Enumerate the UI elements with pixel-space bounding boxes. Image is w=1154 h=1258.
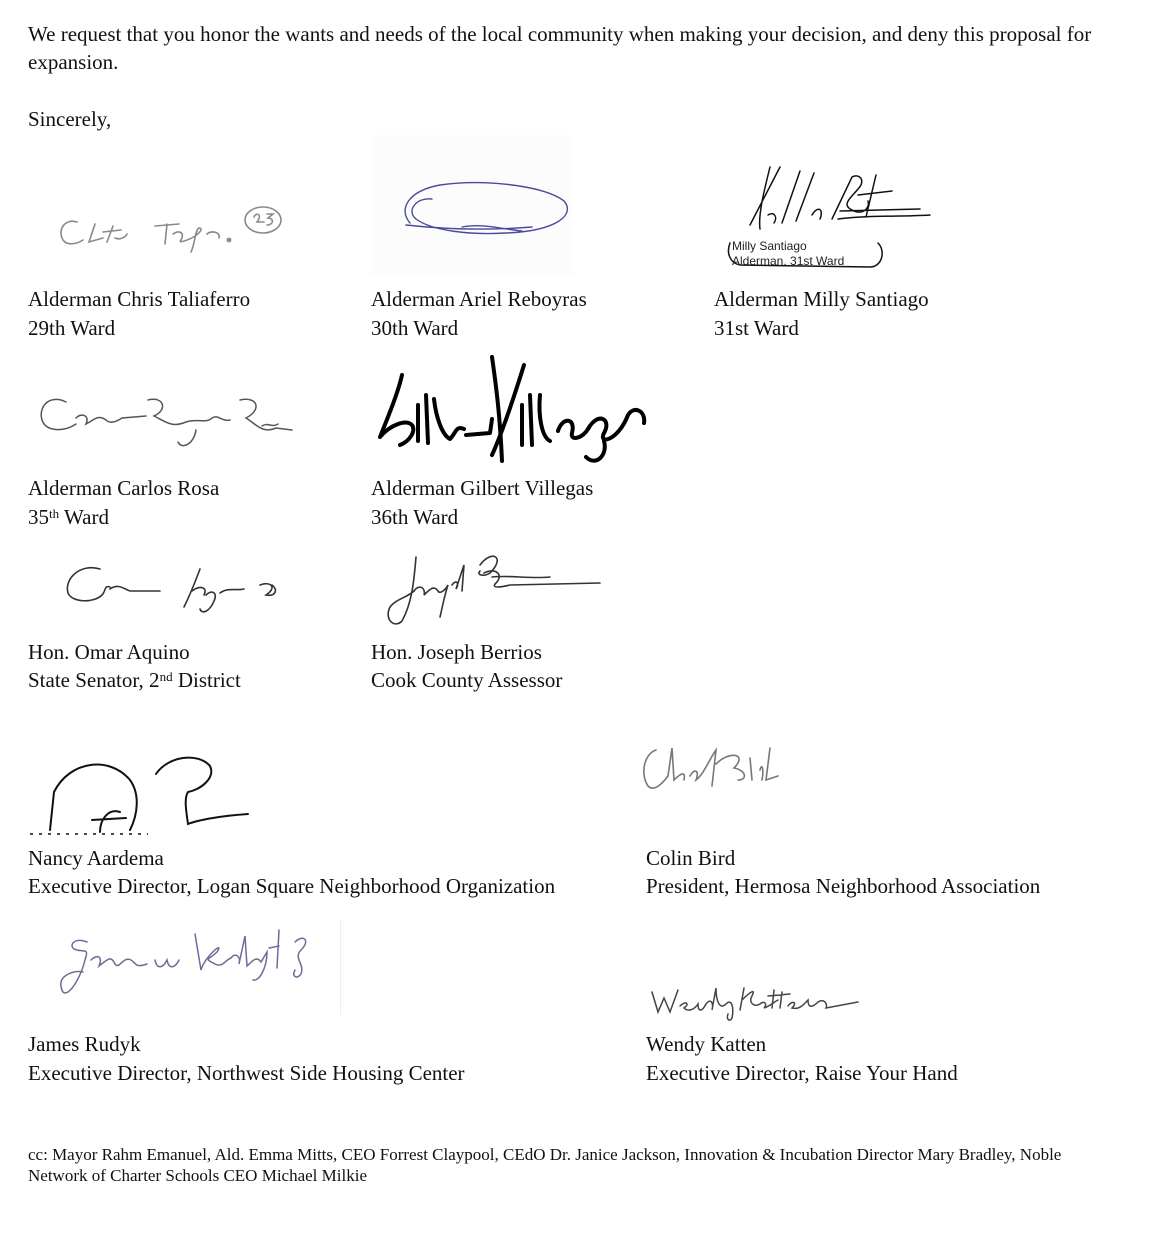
signatory-name: Alderman Milly Santiago xyxy=(714,287,929,311)
signature-stamp-title: Alderman, 31st Ward xyxy=(732,254,845,268)
signature-ariel-reboyras xyxy=(372,135,572,275)
signatory-title: Executive Director, Logan Square Neighborhood Organization xyxy=(28,874,556,898)
signatory-name: Alderman Chris Taliaferro xyxy=(28,287,251,311)
signature-carlos-rosa xyxy=(36,388,296,463)
signature-milly-santiago xyxy=(720,155,940,275)
signatory-title: 31st Ward xyxy=(714,316,799,340)
signature-wendy-katten xyxy=(648,978,868,1023)
signature-stamp-name: Milly Santiago xyxy=(732,239,807,253)
signatory-name: Nancy Aardema xyxy=(28,846,164,870)
signatory-name: Alderman Gilbert Villegas xyxy=(371,476,594,500)
signatory-name: Alderman Carlos Rosa xyxy=(28,476,220,500)
signatory-name: Hon. Joseph Berrios xyxy=(371,640,542,664)
signature-omar-aquino xyxy=(60,555,310,625)
signatory-name: James Rudyk xyxy=(28,1032,141,1056)
signatory-title: Executive Director, Raise Your Hand xyxy=(646,1061,958,1085)
signature-joseph-berrios xyxy=(380,545,610,630)
signatory-title: State Senator, 2nd District xyxy=(28,668,241,692)
signature-chris-taliaferro xyxy=(55,200,285,260)
signature-nancy-aardema xyxy=(30,750,270,840)
signature-gilbert-villegas xyxy=(372,345,652,470)
signatory-title: President, Hermosa Neighborhood Association xyxy=(646,874,1041,898)
signatory-title: Cook County Assessor xyxy=(371,668,563,692)
signatory-name: Colin Bird xyxy=(646,846,736,870)
signatory-title: Executive Director, Northwest Side Housing Center xyxy=(28,1061,465,1085)
signatory-name: Wendy Katten xyxy=(646,1032,767,1056)
signatory-title: 29th Ward xyxy=(28,316,116,340)
letter-body-paragraph: We request that you honor the wants and needs of the local community when making your decision, and deny this proposal for expansion. xyxy=(28,22,1092,74)
signatory-name: Hon. Omar Aquino xyxy=(28,640,190,664)
letter-closing: Sincerely, xyxy=(28,107,112,131)
cc-list: cc: Mayor Rahm Emanuel, Ald. Emma Mitts, CEO Forrest Claypool, CEdO Dr. Janice Jackson, Innovation & Incubation Director Mary Bradley, Noble Network of Charter Schools CEO Michael Milkie xyxy=(28,1145,1062,1185)
signatory-title: 36th Ward xyxy=(371,505,459,529)
signatory-title: 30th Ward xyxy=(371,316,459,340)
signatory-name: Alderman Ariel Reboyras xyxy=(371,287,587,311)
signature-james-rudyk xyxy=(55,920,341,1015)
signatory-title: 35th Ward xyxy=(28,505,109,529)
signature-colin-bird xyxy=(638,740,788,795)
